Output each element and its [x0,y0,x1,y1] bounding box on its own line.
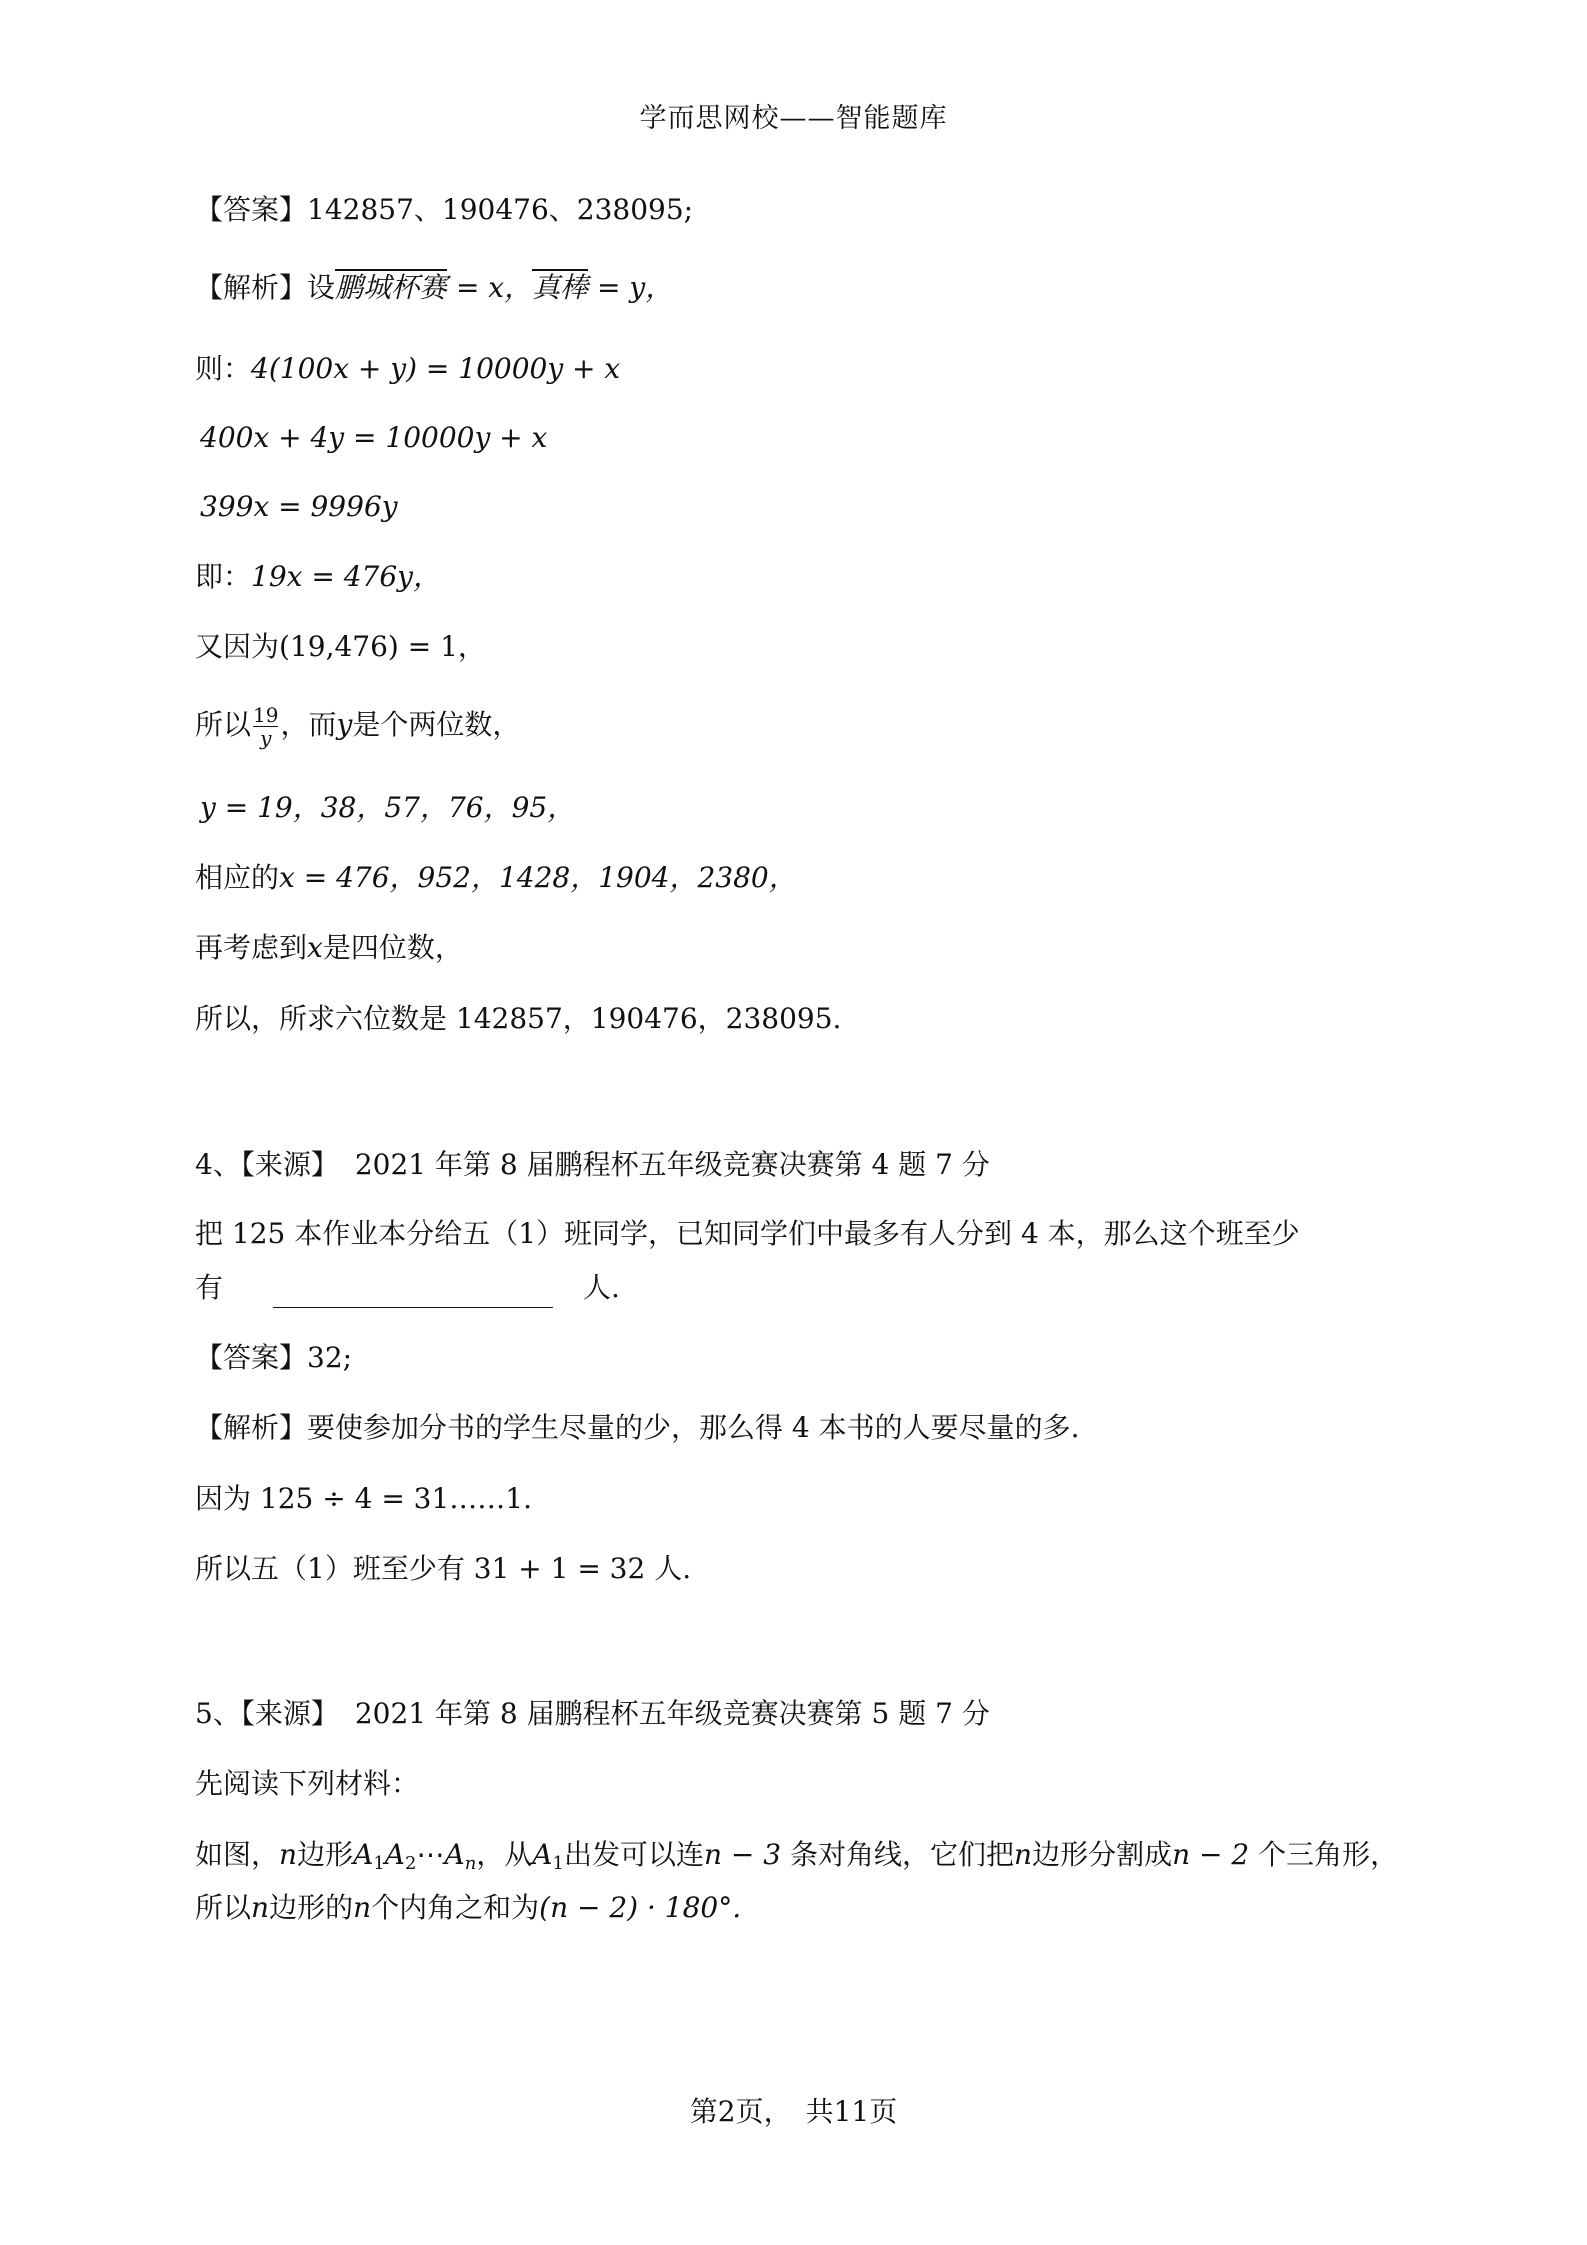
text-fragment: 边形分割成 [1032,1838,1173,1871]
line-prefix: 相应的 [195,861,280,894]
source-text: 2021 年第 8 届鹏程杯五年级竞赛决赛第 5 题 7 分 [354,1697,990,1730]
analysis-text: 因为 125 ÷ 4 = 31……1. [195,1482,533,1515]
text-fragment: 条对角线，它们把 [781,1838,1015,1871]
source-text: 2021 年第 8 届鹏程杯五年级竞赛决赛第 4 题 7 分 [354,1148,990,1181]
q3-line-consider [195,928,463,968]
conclusion-text: 所以，所求六位数是 142857，190476，238095. [195,1002,842,1035]
q3-line-suoyi [195,704,520,749]
line-prefix: 即： [195,560,252,593]
math-variable: n [279,1838,298,1871]
math-variable: n [251,1891,270,1924]
line-prefix: 则： [195,352,252,385]
q3-line-ji [195,557,441,597]
answer-tag: 【答案】 [195,1341,308,1374]
page-footer: 第2页， 共11页 [689,2095,898,2128]
math-dots: ⋯ [416,1838,445,1871]
text-fragment: 个三角形， [1249,1838,1399,1871]
math-expression: x = 476，952，1428，1904，2380， [279,861,797,894]
math-expression: 400x + 4y = 10000y + x [200,421,548,454]
math-variable: n [1014,1838,1033,1871]
answer-blank[interactable] [273,1277,553,1308]
text-fragment: 边形的 [269,1891,354,1924]
overline-pengchengbeisai: 鹏城杯赛 [335,271,448,304]
fraction-numerator: 19 [253,703,279,727]
q4-question-line1 [195,1214,1300,1254]
math-variable: A [444,1838,465,1871]
source-tag: 【来源】 [240,1148,339,1181]
q3-line-conclusion [195,999,841,1039]
text-fragment: ，从 [476,1838,533,1871]
q5-paragraph-line2 [195,1888,741,1928]
equation-y: = y， [588,271,674,304]
text-fragment: 是四位数， [322,931,463,964]
q3-line-gcd [195,627,486,667]
page-header: 学而思网校——智能题库 [639,103,948,134]
text-fragment: 再考虑到 [195,931,308,964]
line-prefix: 又因为 [195,630,280,663]
math-subscript: n [464,1853,477,1874]
question-text: 把 125 本作业本分给五（1）班同学，已知同学们中最多有人分到 4 本，那么这个班至少 [195,1217,1300,1250]
answer-value: 142857、190476、238095; [307,193,694,226]
question-text: 人. [583,1271,620,1304]
math-variable: A [384,1838,405,1871]
q3-line-y-values [200,788,575,828]
math-variable: n [353,1891,372,1924]
line-prefix: 所以 [195,708,252,741]
q3-line-x-values [195,858,797,898]
math-expression: n − 3 [704,1838,782,1871]
q5-paragraph-line1 [195,1835,1398,1884]
text-fragment: 如图， [195,1838,280,1871]
q5-read-material [195,1764,419,1804]
math-expression: (n − 2) · 180°. [539,1891,742,1924]
text-fragment: 出发可以连 [563,1838,704,1871]
math-variable: A [532,1838,553,1871]
overline-zhenbang: 真棒 [532,271,589,304]
question-number: 4、 [195,1148,241,1181]
q4-analysis-line [195,1408,1080,1448]
equation-x: = x， [447,271,533,304]
q4-source-line [195,1145,990,1185]
math-subscript: 2 [405,1853,417,1874]
question-text: 先阅读下列材料： [195,1767,420,1800]
text-fragment: 是个两位数， [352,708,521,741]
q3-line-step3 [200,487,398,527]
math-expression: 4(100x + y) = 10000y + x [251,352,621,385]
q5-source-line [195,1694,990,1734]
q3-line-ze [195,349,620,389]
q3-analysis-line [195,268,673,308]
math-variable: x [307,931,323,964]
q4-because-line [195,1479,532,1519]
q3-answer-line [195,190,693,230]
q4-question-line2 [195,1268,620,1308]
q4-result-line [195,1549,691,1589]
text-fragment: ，而 [280,708,337,741]
math-subscript: 1 [552,1853,564,1874]
answer-tag: 【答案】 [195,193,308,226]
math-expression: 399x = 9996y [200,490,398,523]
text-fragment: 边形 [297,1838,354,1871]
analysis-tag: 【解析】 [195,1411,308,1444]
question-number: 5、 [195,1697,241,1730]
analysis-intro: 设 [307,271,336,304]
q3-line-step2 [200,418,547,458]
analysis-text: 所以五（1）班至少有 31 + 1 = 32 人. [195,1552,692,1585]
text-fragment: 所以 [195,1891,252,1924]
source-tag: 【来源】 [240,1697,339,1730]
answer-value: 32; [307,1341,353,1374]
text-fragment: 个内角之和为 [371,1891,540,1924]
math-subscript: 1 [373,1853,385,1874]
question-text: 有 [195,1271,224,1304]
fraction-denominator: y [260,726,272,750]
analysis-tag: 【解析】 [195,271,308,304]
math-variable: y [336,708,353,741]
math-expression: 19x = 476y， [251,560,441,593]
math-expression: n − 2 [1172,1838,1250,1871]
math-expression: y = 19，38，57，76，95， [200,791,576,824]
math-variable: A [353,1838,374,1871]
q4-answer-line [195,1338,352,1378]
analysis-text: 要使参加分书的学生尽量的少，那么得 4 本书的人要尽量的多. [307,1411,1080,1444]
fraction [253,704,278,749]
math-expression: (19,476) = 1， [279,630,486,663]
